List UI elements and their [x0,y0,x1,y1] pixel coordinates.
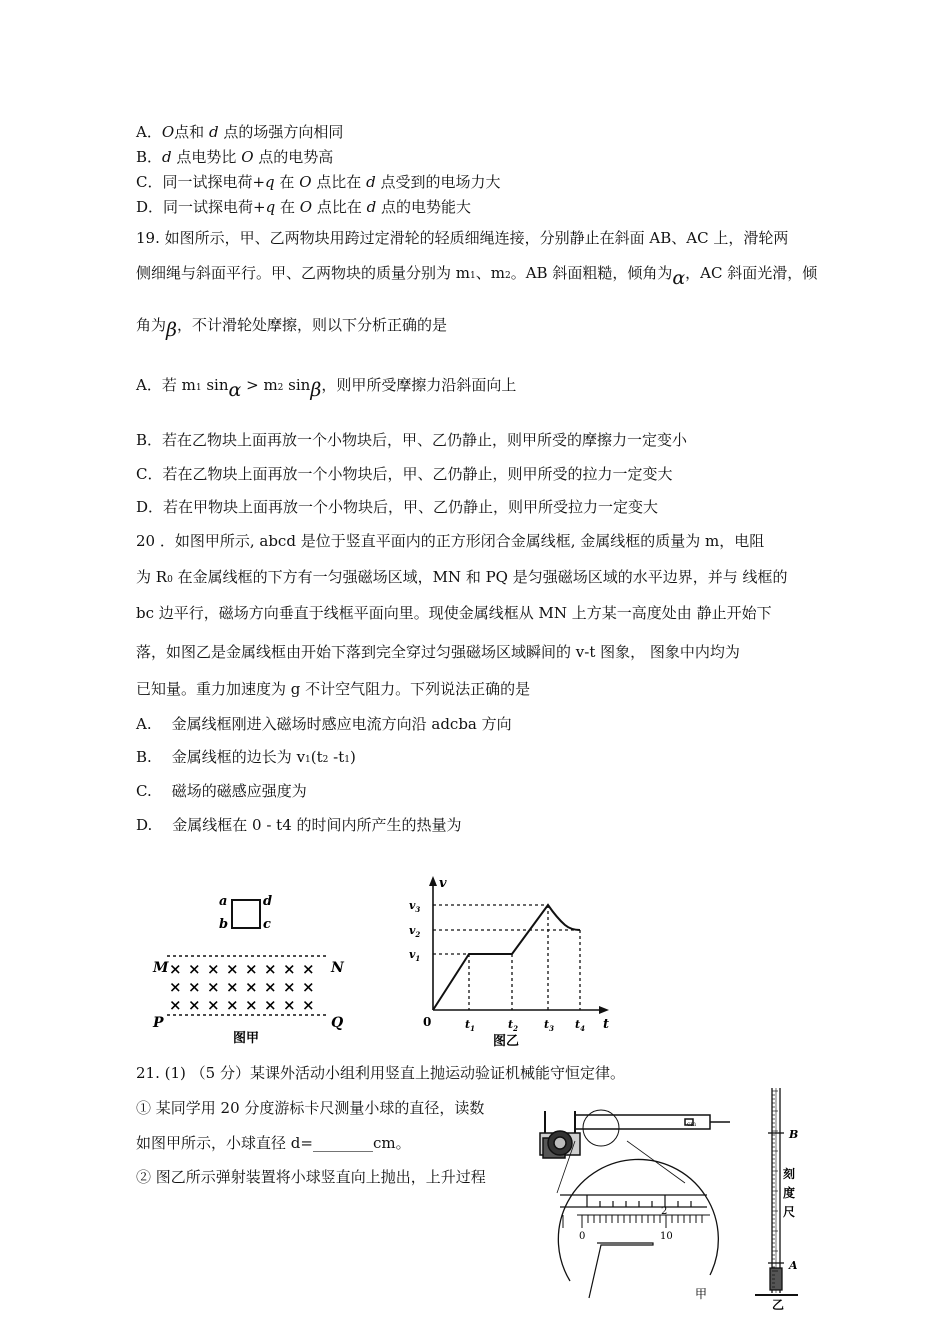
field-cross: × [264,960,277,978]
q21-stem-line1: 21. (1) （5 分）某课外活动小组利用竖直上抛运动验证机械能守恒定律。 [136,1064,625,1082]
q20-stem-line3: bc 边平行，磁场方向垂直于线框平面向里。现使金属线框从 MN 上方某一高度处由 静止开始下 [136,604,772,622]
q19-option-c: C．若在乙物块上面再放一个小物块后，甲、乙仍静止，则甲所受的拉力一定变大 [136,465,673,483]
label-P: P [153,1015,164,1031]
label-a: a [219,894,228,909]
t-tick-labels [465,1018,585,1033]
vernier-jaw [589,1243,653,1298]
ruler-ticks [772,1091,778,1287]
field-cross: × [283,996,296,1014]
label-c: c [263,917,271,932]
field-cross: × [302,996,315,1014]
t1-label: $t_1$ [465,1018,475,1033]
caption-jia: 图甲 [233,1031,260,1045]
q20-option-c: C. 磁场的磁感应强度为 [136,782,307,800]
figure-ruler-stand [750,1083,820,1313]
field-cross: × [188,978,201,996]
v3-label: $v_3$ [409,899,421,914]
t-axis-arrow [599,1006,609,1014]
field-cross: × [264,978,277,996]
figure-jia [145,885,360,1045]
v2-label: $v_2$ [409,924,421,939]
q18-option-a: A．O点和 d 点的场强方向相同 [136,123,344,141]
label-N: N [331,960,344,976]
q21-stem-line3: 如图甲所示，小球直径 d=________cm。 [136,1134,411,1152]
field-cross: × [226,996,239,1014]
q19-option-d: D．若在甲物块上面再放一个小物块后，甲、乙仍静止，则甲所受拉力一定变大 [136,498,659,516]
origin-label: 0 [423,1015,432,1029]
q18-option-c: C．同一试探电荷+q 在 O 点比在 d 点受到的电场力大 [136,173,501,191]
vt-curve [433,905,580,1010]
label-Q: Q [331,1015,344,1031]
q20-option-b: B. 金属线框的边长为 v1(t2 -t1) [136,748,356,766]
q20-stem-line4: 落，如图乙是金属线框由开始下落到完全穿过匀强磁场区域瞬间的 v-t 图象， 图象中内均为 [136,643,740,661]
figure-yi-vt-graph [405,870,620,1050]
field-cross: × [207,996,220,1014]
field-cross: × [169,960,182,978]
t-axis-label: t [603,1017,610,1032]
alpha-symbol: α [672,267,686,289]
q20-stem-line1: 20 ．如图甲所示, abcd 是位于竖直平面内的正方形闭合金属线框, 金属线框的质量为 m，电阻 [136,532,765,550]
ruler-label-1: 刻 [783,1167,796,1181]
field-cross: × [188,996,201,1014]
field-cross: × [207,978,220,996]
q19-stem-line2: 侧细绳与斜面平行。甲、乙两物块的质量分别为 m1、m2。AB 斜面粗糙，倾角为α，AC 斜面光滑，倾 [136,264,818,289]
field-cross: × [245,978,258,996]
main-scale [560,1195,707,1207]
t4-label: $t_4$ [575,1018,585,1033]
caption-21-jia: 甲 [695,1287,708,1301]
caliper-body [540,1111,730,1158]
q20-stem-line2: 为 R0 在金属线框的下方有一匀强磁场区域，MN 和 PQ 是匀强磁场区域的水平边界，并与 线框的 [136,568,788,586]
q21-stem-line2: ① 某同学用 20 分度游标卡尺测量小球的直径，读数 [136,1099,485,1117]
field-cross: × [245,996,258,1014]
field-cross: × [169,996,182,1014]
guide-lines [433,905,580,1010]
t3-label: $t_3$ [544,1018,554,1033]
field-cross: × [283,960,296,978]
ruler-label-2: 度 [783,1186,796,1200]
label-B: B [789,1128,799,1141]
caliper-cm-label: cm [687,1121,697,1128]
q20-stem-line5: 已知量。重力加速度为 g 不计空气阻力。下列说法正确的是 [136,680,531,698]
v-axis-label: v [439,876,447,891]
v-axis-arrow [429,876,437,886]
q18-option-d: D．同一试探电荷+q 在 O 点比在 d 点的电势能大 [136,198,472,216]
field-cross: × [302,960,315,978]
field-cross: × [245,960,258,978]
t2-label: $t_2$ [508,1018,518,1033]
label-M: M [153,960,169,976]
caption-21-yi: 乙 [772,1298,785,1312]
figure-vernier-caliper [535,1103,735,1303]
v1-label: $v_1$ [409,948,421,963]
field-cross: × [226,960,239,978]
field-cross: × [264,996,277,1014]
main-scale-2: 2 [661,1206,668,1217]
field-cross: × [302,978,315,996]
v-tick-labels [409,899,420,963]
q20-option-d: D. 金属线框在 0 - t4 的时间内所产生的热量为 [136,816,462,834]
field-cross: × [169,978,182,996]
ruler-label-3: 尺 [783,1205,796,1219]
vernier-scale-0: 0 [579,1231,586,1242]
q19-option-a: A．若 m1 sinα > m2 sinβ，则甲所受摩擦力沿斜面向上 [136,376,517,401]
field-cross: × [283,978,296,996]
square-frame [232,900,260,928]
q19-stem-line1: 19. 如图所示，甲、乙两物块用跨过定滑轮的轻质细绳连接，分别静止在斜面 AB、AC 上，滑轮两 [136,229,789,247]
q20-option-a: A. 金属线框刚进入磁场时感应电流方向沿 adcba 方向 [136,715,512,733]
label-b: b [219,917,229,932]
field-cross: × [207,960,220,978]
q19-option-b: B．若在乙物块上面再放一个小物块后，甲、乙仍静止，则甲所受的摩擦力一定变小 [136,431,688,449]
field-cross: × [188,960,201,978]
q19-stem-line3: 角为β，不计滑轮处摩擦，则以下分析正确的是 [136,316,448,341]
q21-stem-line4: ② 图乙所示弹射装置将小球竖直向上抛出，上升过程 [136,1168,486,1186]
label-A: A [789,1259,798,1272]
field-crosses [169,960,315,1014]
field-cross: × [226,978,239,996]
label-d: d [263,894,273,909]
beta-symbol: β [166,319,177,341]
vernier-scale-10: 10 [660,1231,673,1242]
q18-option-b: B．d 点电势比 O 点的电势高 [136,148,334,166]
vernier-scale [563,1215,710,1228]
caption-yi: 图乙 [493,1034,520,1049]
